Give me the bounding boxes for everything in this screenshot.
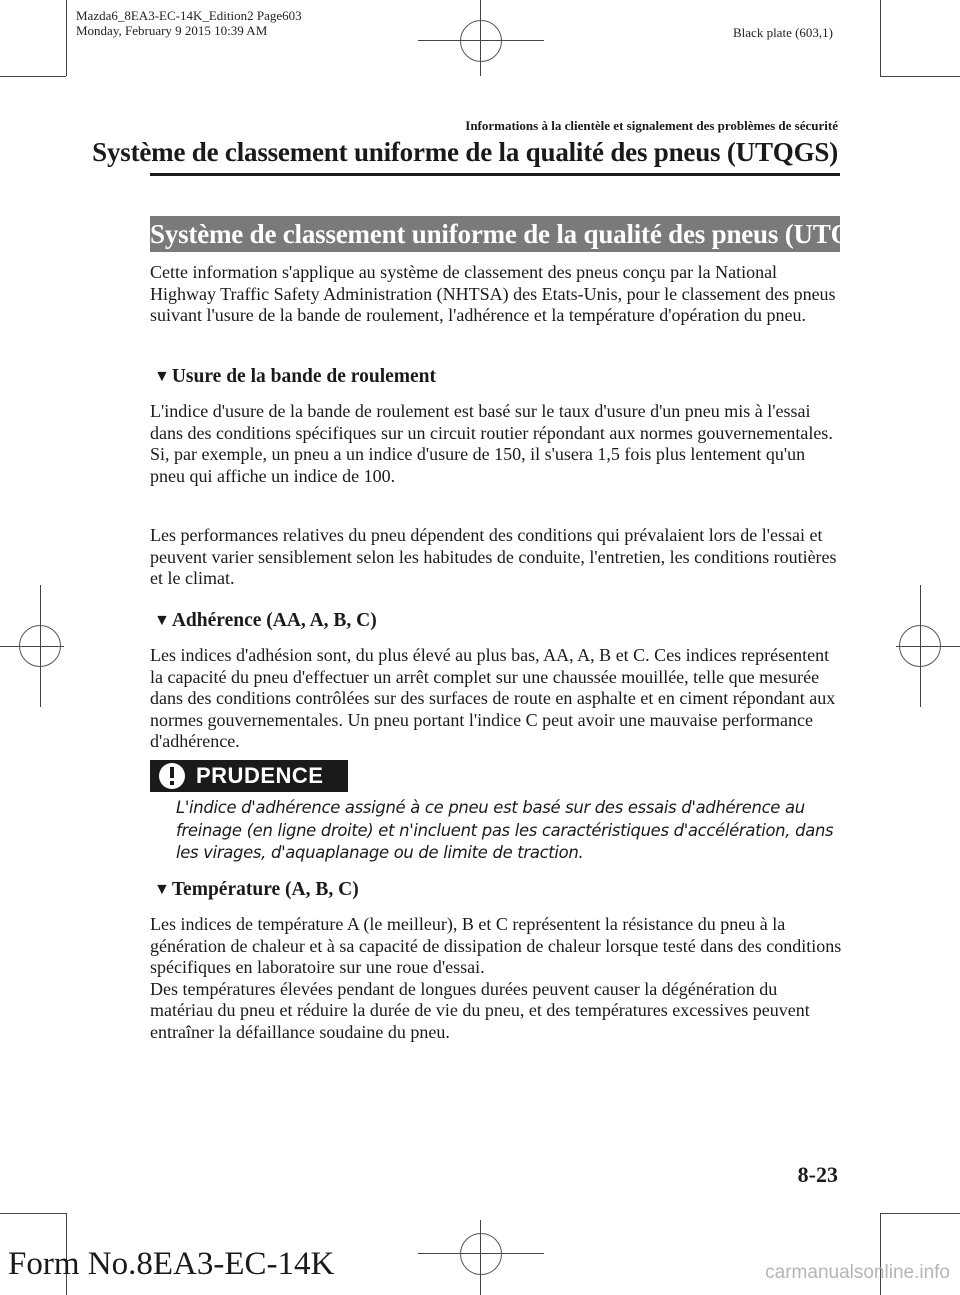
- header-title: Système de classement uniforme de la qualité des pneus (UTQGS): [92, 137, 838, 167]
- triangle-bullet-icon: ▼: [154, 612, 170, 629]
- subheading-label: Adhérence (AA, A, B, C): [171, 610, 377, 631]
- print-file-line: Mazda6_8EA3-EC-14K_Edition2 Page603: [76, 8, 302, 23]
- header-rule: [150, 173, 840, 176]
- triangle-bullet-icon: ▼: [154, 368, 170, 385]
- adherence-text: Les indices d'adhésion sont, du plus élevé au plus bas, AA, A, B et C. Ces indices représentent la capacité du pneu d'effectuer un arrêt complet sur une chaussée mouillée, telle que mesurée dans des conditions contrôlées sur des surfaces de route en asphalte et en ciment répondant aux normes gouvernementales. Un pneu portant l'indice C peut avoir une mauvaise performance d'adhérence.: [150, 645, 836, 752]
- warning-icon: [155, 761, 191, 793]
- subheading-usure: [154, 366, 436, 388]
- paragraph: Les indices de température A (le meilleur), B et C représentent la résistance du pneu à la génération de chaleur et à sa capacité de dissipation de chaleur lorsque testé dans des conditions spécifiques en laboratoire sur une roue d'essai.: [150, 914, 842, 978]
- intro-paragraph: Cette information s'applique au système de classement des pneus conçu par la National Highway Traffic Safety Administration (NHTSA) des Etats-Unis, pour le classement des pneus suivant l'usure de la bande de roulement, l'adhérence et la température d'opération du pneu.: [150, 262, 836, 326]
- registration-mark: [19, 625, 61, 667]
- paragraph: Des températures élevées pendant de longues durées peuvent causer la dégénération du matériau du pneu et réduire la durée de vie du pneu, et des températures excessives peuvent entraîner la défaillance soudaine du pneu.: [150, 978, 810, 1042]
- usure-performance: Les performances relatives du pneu dépendent des conditions qui prévalaient lors de l'essai et peuvent varier sensiblement selon les habitudes de conduite, l'entretien, les conditions routières et le climat.: [150, 525, 837, 589]
- crop-mark: [0, 1213, 66, 1214]
- crop-mark: [66, 0, 67, 76]
- page-number: 8-23: [797, 1162, 838, 1187]
- header-section: Informations à la clientèle et signalement des problèmes de sécurité: [465, 118, 838, 133]
- registration-mark: [460, 20, 502, 62]
- plate-label: Black plate (603,1): [733, 25, 833, 40]
- usure-text: [150, 401, 842, 487]
- registration-mark: [899, 625, 941, 667]
- crop-mark: [880, 1213, 960, 1214]
- subheading-label: Température (A, B, C): [171, 879, 359, 900]
- crop-mark: [0, 76, 66, 77]
- form-number: Form No.8EA3-EC-14K: [8, 1246, 335, 1282]
- paragraph: Si, par exemple, un pneu a un indice d'usure de 150, il s'usera 1,5 fois plus lentement qu'un pneu qui affiche un indice de 100.: [150, 444, 806, 486]
- caution-text: L'indice d'adhérence assigné à ce pneu est basé sur des essais d'adhérence au freinage (en ligne droite) et n'incluent pas les caractéristiques d'accélération, dans les virages, d'aquaplanage ou de limite de traction.: [176, 798, 834, 862]
- temperature-text: [150, 914, 842, 1044]
- print-date-line: Monday, February 9 2015 10:39 AM: [76, 23, 268, 38]
- crop-mark: [880, 76, 960, 77]
- caution-label: PRUDENCE: [196, 763, 324, 788]
- triangle-bullet-icon: ▼: [154, 881, 170, 898]
- subheading-label: Usure de la bande de roulement: [171, 366, 437, 387]
- crop-mark: [880, 0, 881, 76]
- registration-mark: [460, 1233, 502, 1275]
- caution-badge: [150, 760, 348, 792]
- watermark: carmanualsonline.info: [765, 1262, 950, 1283]
- subheading-adherence: [154, 610, 377, 632]
- subheading-temperature: [154, 879, 359, 901]
- section-banner: Système de classement uniforme de la qualité des pneus (UTQGS): [150, 216, 840, 252]
- paragraph: L'indice d'usure de la bande de roulement est basé sur le taux d'usure d'un pneu mis à l'essai dans des conditions spécifiques sur un circuit routier répondant aux normes gouvernementales.: [150, 401, 833, 443]
